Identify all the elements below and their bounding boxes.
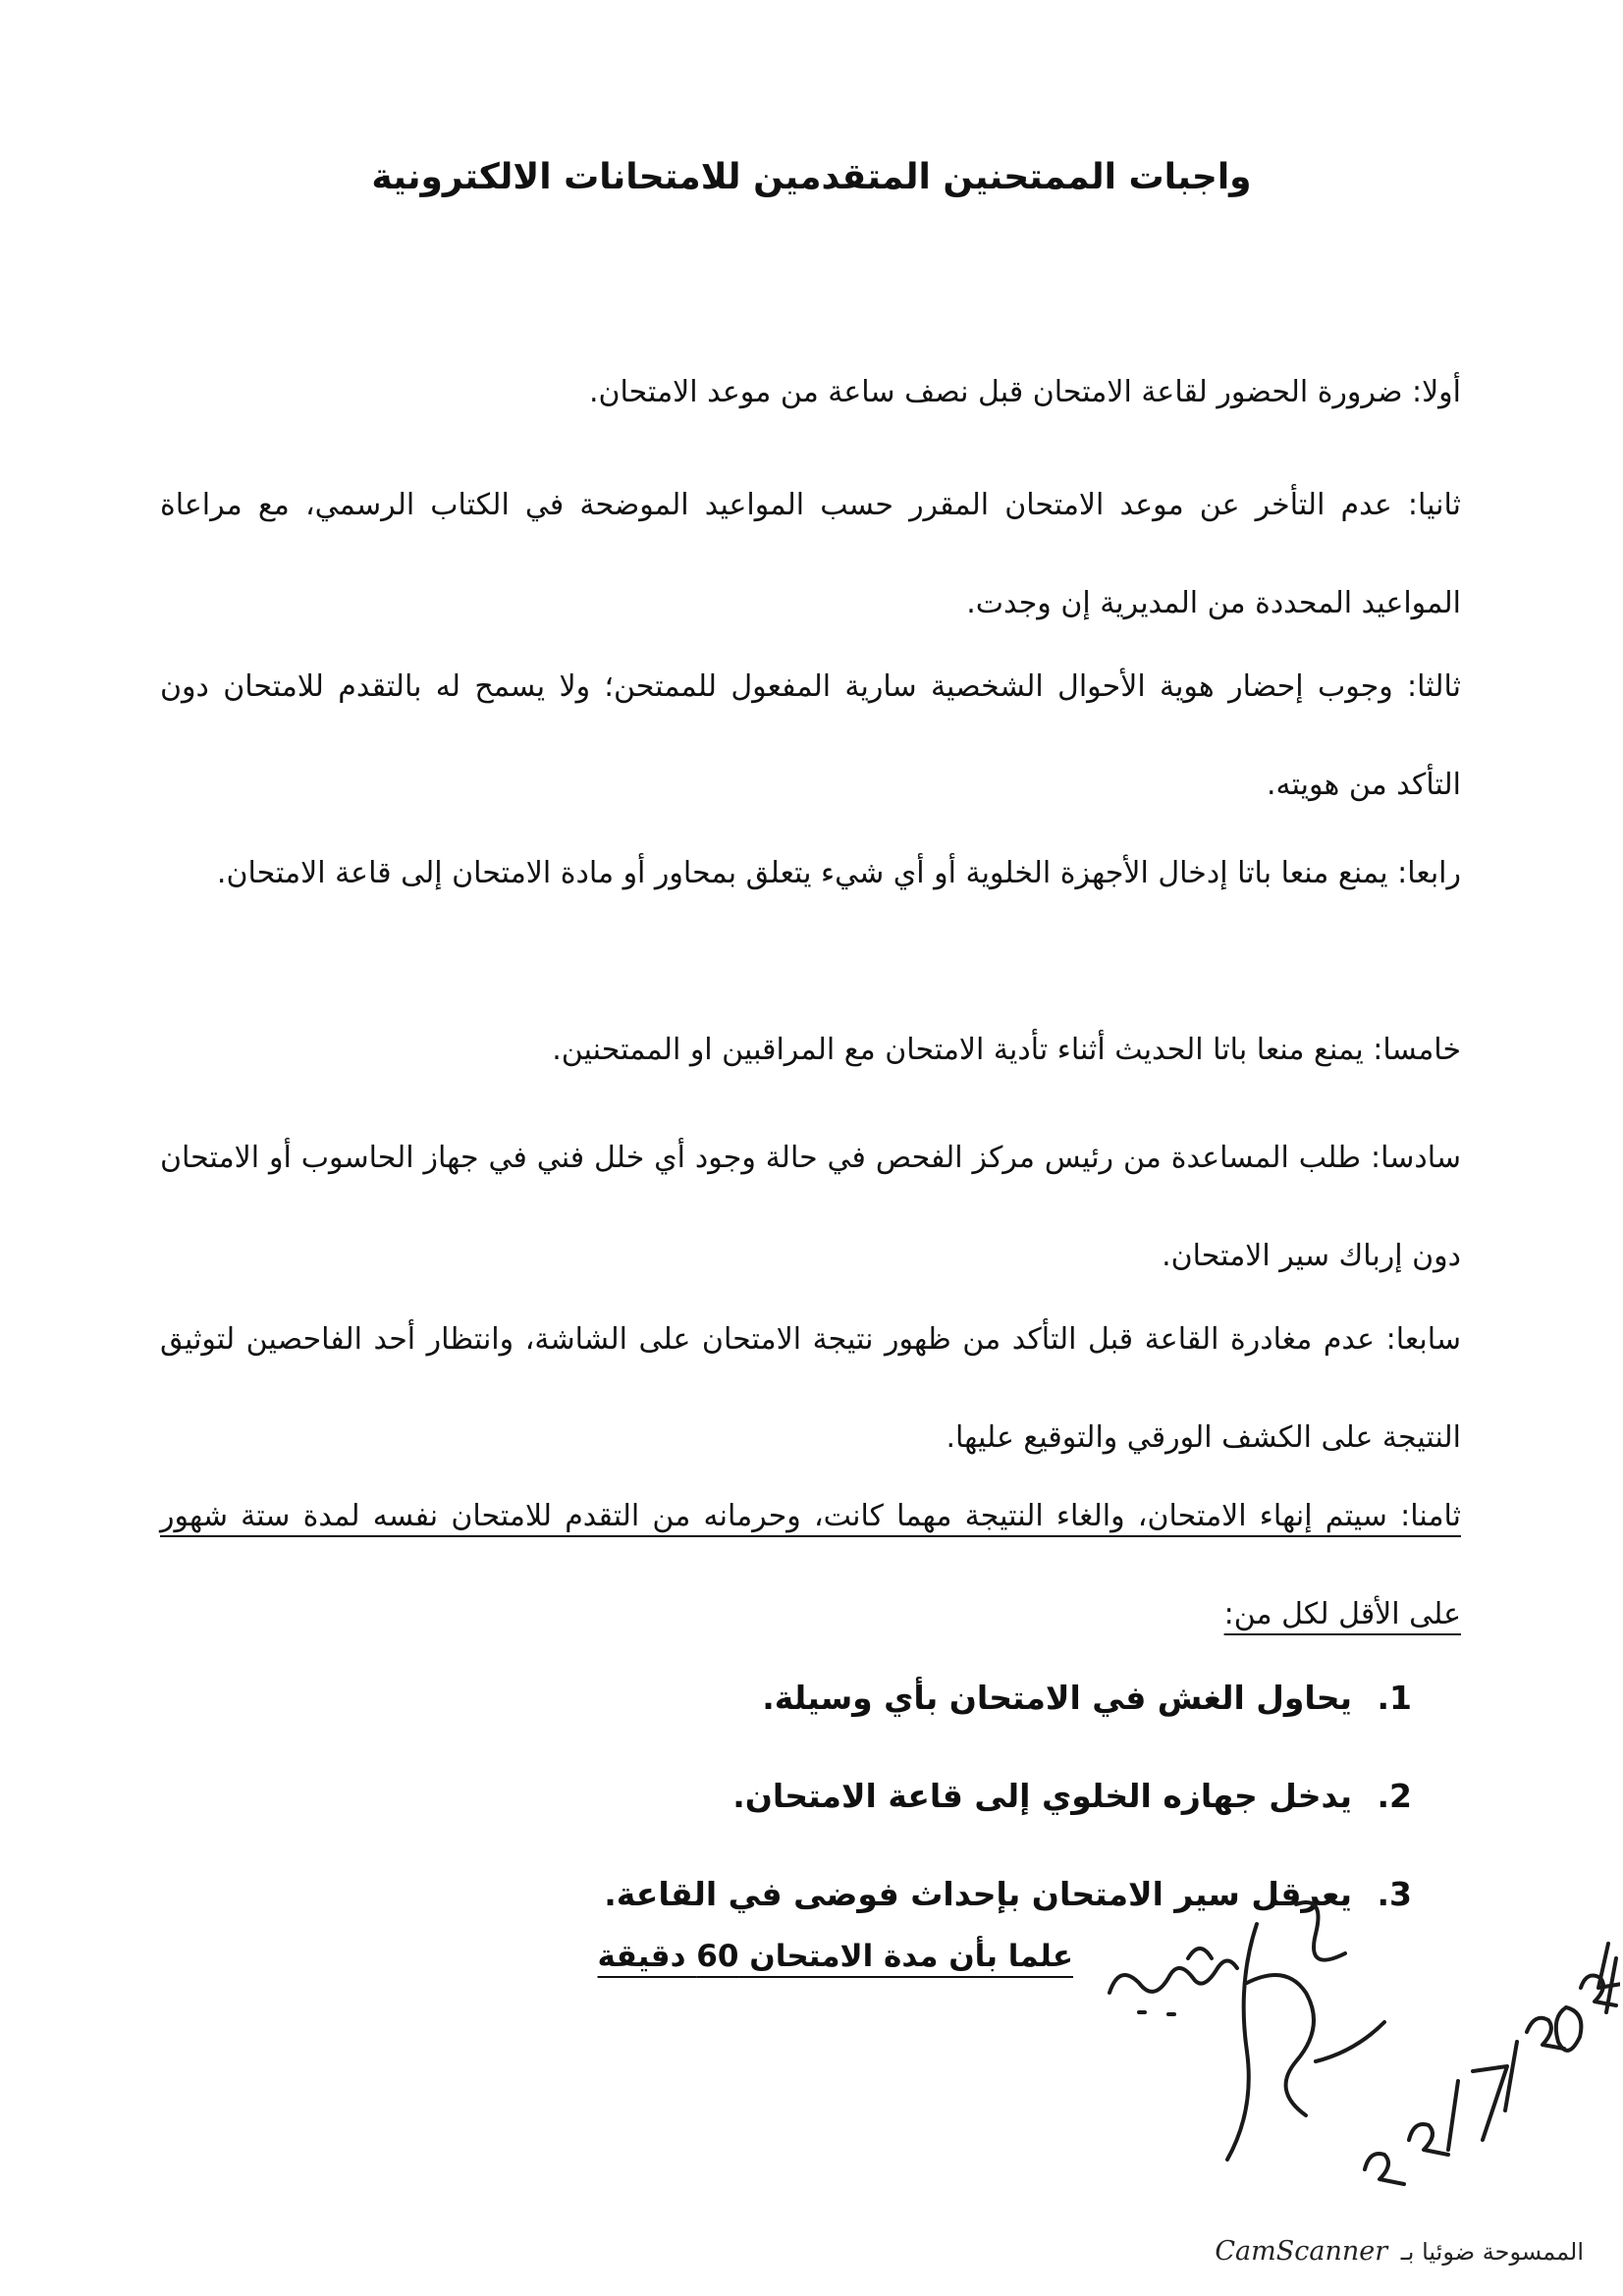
list-item-number: 1. [1377, 1679, 1412, 1717]
handwritten-signature [1070, 1845, 1620, 2218]
document-title: واجبات الممتحنين المتقدمين للامتحانات الالكترونية [371, 157, 1252, 197]
scanner-footer [1215, 2236, 1584, 2267]
list-item-number: 2. [1377, 1777, 1412, 1815]
clause-7: سابعا: عدم مغادرة القاعة قبل التأكد من ظهور نتيجة الامتحان على الشاشة، وانتظار أحد الفاحصين لتوثيق النتيجة على الكشف الورقي والتوقيع عليها. [160, 1322, 1461, 1455]
list-item-text: يحاول الغش في الامتحان بأي وسيلة. [762, 1679, 1352, 1717]
exam-duration-note: علما بأن مدة الامتحان 60 دقيقة [597, 1939, 1073, 1974]
clause-2: ثانيا: عدم التأخر عن موعد الامتحان المقرر حسب المواعيد الموضحة في الكتاب الرسمي، مع مراعاة المواعيد المحددة من المديرية إن وجدت. [160, 488, 1461, 620]
clause-4: رابعا: يمنع منعا باتا إدخال الأجهزة الخلوية أو أي شيء يتعلق بمحاور أو مادة الامتحان إلى قاعة الامتحان. [216, 856, 1461, 890]
footer-brand: CamScanner [1215, 2236, 1388, 2267]
clause-3: ثالثا: وجوب إحضار هوية الأحوال الشخصية سارية المفعول للممتحن؛ ولا يسمح له بالتقدم للامتحان دون التأكد من هويته. [160, 669, 1461, 802]
list-item [332, 1649, 1412, 1747]
clause-1: أولا: ضرورة الحضور لقاعة الامتحان قبل نصف ساعة من موعد الامتحان. [588, 375, 1461, 409]
list-item-text: يعرقل سير الامتحان بإحداث فوضى في القاعة. [604, 1875, 1352, 1913]
list-item-number: 3. [1377, 1875, 1412, 1913]
clause-8: ثامنا: سيتم إنهاء الامتحان، والغاء النتيجة مهما كانت، وحرمانه من التقدم للامتحان نفسه لمدة ستة شهور على الأقل لكل من: [160, 1499, 1461, 1631]
list-item [332, 1747, 1412, 1845]
list-item-text: يدخل جهازه الخلوي إلى قاعة الامتحان. [732, 1777, 1352, 1815]
clause-6: سادسا: طلب المساعدة من رئيس مركز الفحص في حالة وجود أي خلل فني في جهاز الحاسوب أو الامتحان دون إرباك سير الامتحان. [160, 1141, 1461, 1273]
footer-label: الممسوحة ضوئيا بـ [1400, 2238, 1584, 2266]
clause-5: خامسا: يمنع منعا باتا الحديث أثناء تأدية الامتحان مع المراقبين او الممتحنين. [552, 1033, 1461, 1067]
